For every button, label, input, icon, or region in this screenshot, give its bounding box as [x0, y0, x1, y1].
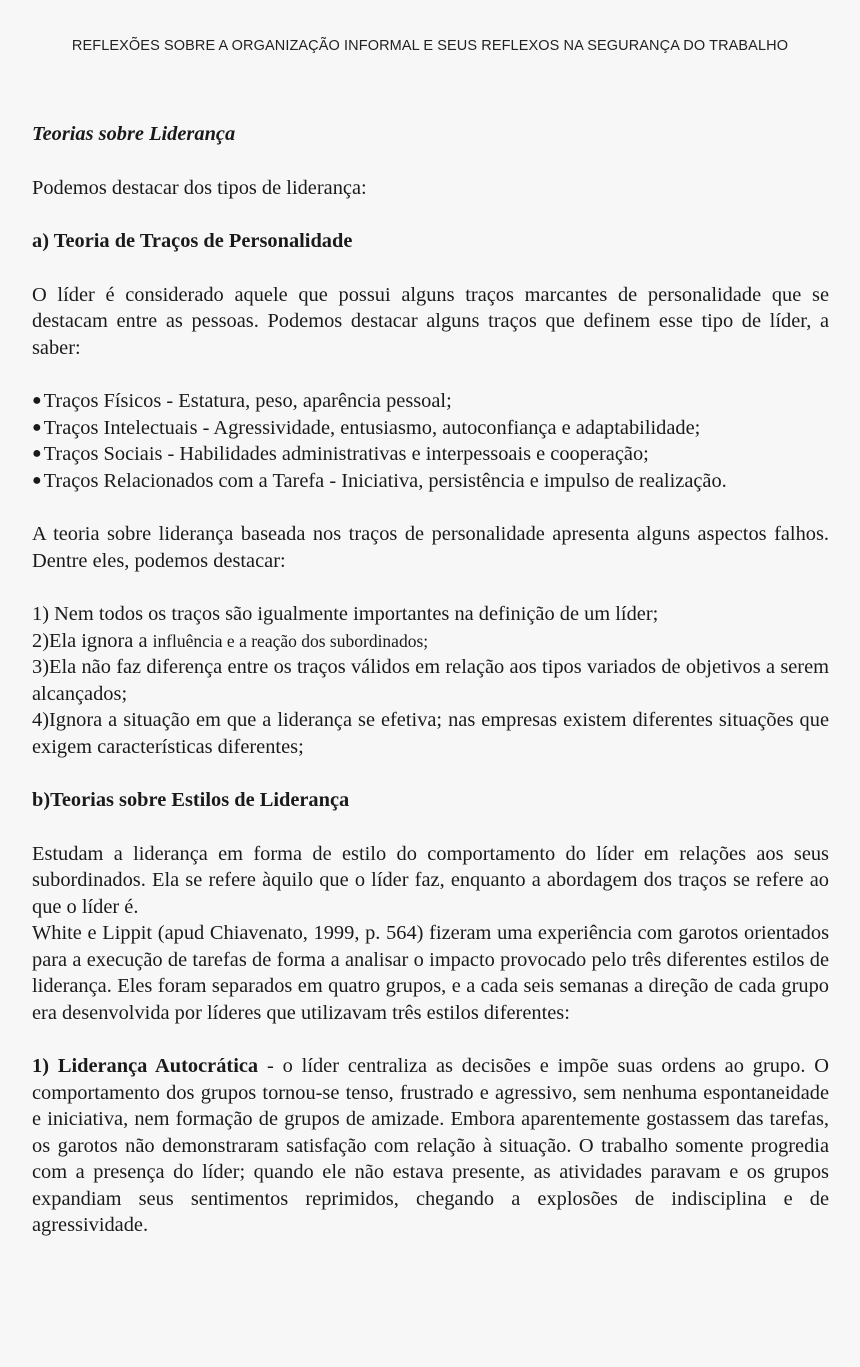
list-item: ●Traços Sociais - Habilidades administrativas e interpessoais e cooperação; — [32, 443, 649, 465]
falha-4: 4)Ignora a situação em que a liderança se efetiva; nas empresas existem diferentes situações que exigem características diferentes; — [32, 709, 829, 758]
list-item: ●Traços Físicos - Estatura, peso, aparência pessoal; — [32, 390, 452, 412]
paragraph-b1: Estudam a liderança em forma de estilo do comportamento do líder em relações aos seus subordinados. Ela se refere àquilo que o líder faz, enquanto a abordagem dos traços se refere ao que o líder é. — [32, 842, 829, 918]
section-title: Teorias sobre Liderança — [32, 123, 236, 145]
list-item: ●Traços Intelectuais - Agressividade, entusiasmo, autoconfiança e adaptabilidade; — [32, 416, 701, 439]
bullet-icon: ● — [32, 418, 42, 436]
intro-paragraph: Podemos destacar dos tipos de liderança: — [32, 176, 367, 199]
paragraph-autocratica: 1) Liderança Autocrática - o líder centraliza as decisões e impõe suas ordens ao grupo. O comportamento dos grupos tornou-se tenso, frustrado e agressivo, sem nenhuma espontaneidade e iniciativa, nem formação de grupos de amizade. Embora aparentemente gostassem das tarefas, os garotos não demonstraram satisfação com relação à situação. O trabalho somente progredia com a presença do líder; quando ele não estava presente, as atividades paravam e os grupos expandiam seus sentimentos reprimidos, chegando a explosões de indisciplina e de agressividade. — [32, 1055, 829, 1236]
heading-b: b)Teorias sobre Estilos de Liderança — [32, 789, 350, 811]
bullet-icon: ● — [32, 445, 42, 462]
falha-2: 2)Ela ignora a influência e a reação dos subordinados; — [32, 629, 429, 652]
running-header: REFLEXÕES SOBRE A ORGANIZAÇÃO INFORMAL E SEUS REFLEXOS NA SEGURANÇA DO TRABALHO — [71, 38, 789, 54]
heading-a: a) Teoria de Traços de Personalidade — [32, 230, 353, 252]
document-body — [32, 121, 829, 1239]
paragraph-b2: White e Lippit (apud Chiavenato, 1999, p. 564) fizeram uma experiência com garotos orientados para a execução de tarefas de forma a analisar o impacto provocado pelo três diferentes estilos de liderança. Eles foram separados em quatro grupos, e a cada seis semanas a direção de cada grupo era desenvolvida por líderes que utilizavam três estilos diferentes: — [32, 922, 829, 1024]
falha-1: 1) Nem todos os traços são igualmente importantes na definição de um líder; — [32, 603, 659, 625]
falha-3: 3)Ela não faz diferença entre os traços válidos em relação aos tipos variados de objetivos a serem alcançados; — [32, 656, 829, 705]
bullet-icon: ● — [32, 392, 42, 409]
bullet-icon: ● — [32, 471, 42, 489]
paragraph-falhas: A teoria sobre liderança baseada nos traços de personalidade apresenta alguns aspectos falhos. Dentre eles, podemos destacar: — [32, 523, 829, 572]
paragraph-a: O líder é considerado aquele que possui alguns traços marcantes de personalidade que se destacam entre as pessoas. Podemos destacar alguns traços que definem esse tipo de líder, a saber: — [32, 283, 829, 359]
traits-list — [32, 388, 829, 494]
autocratica-label: 1) Liderança Autocrática — [32, 1055, 259, 1077]
list-item: ●Traços Relacionados com a Tarefa - Iniciativa, persistência e impulso de realização. — [32, 469, 727, 492]
